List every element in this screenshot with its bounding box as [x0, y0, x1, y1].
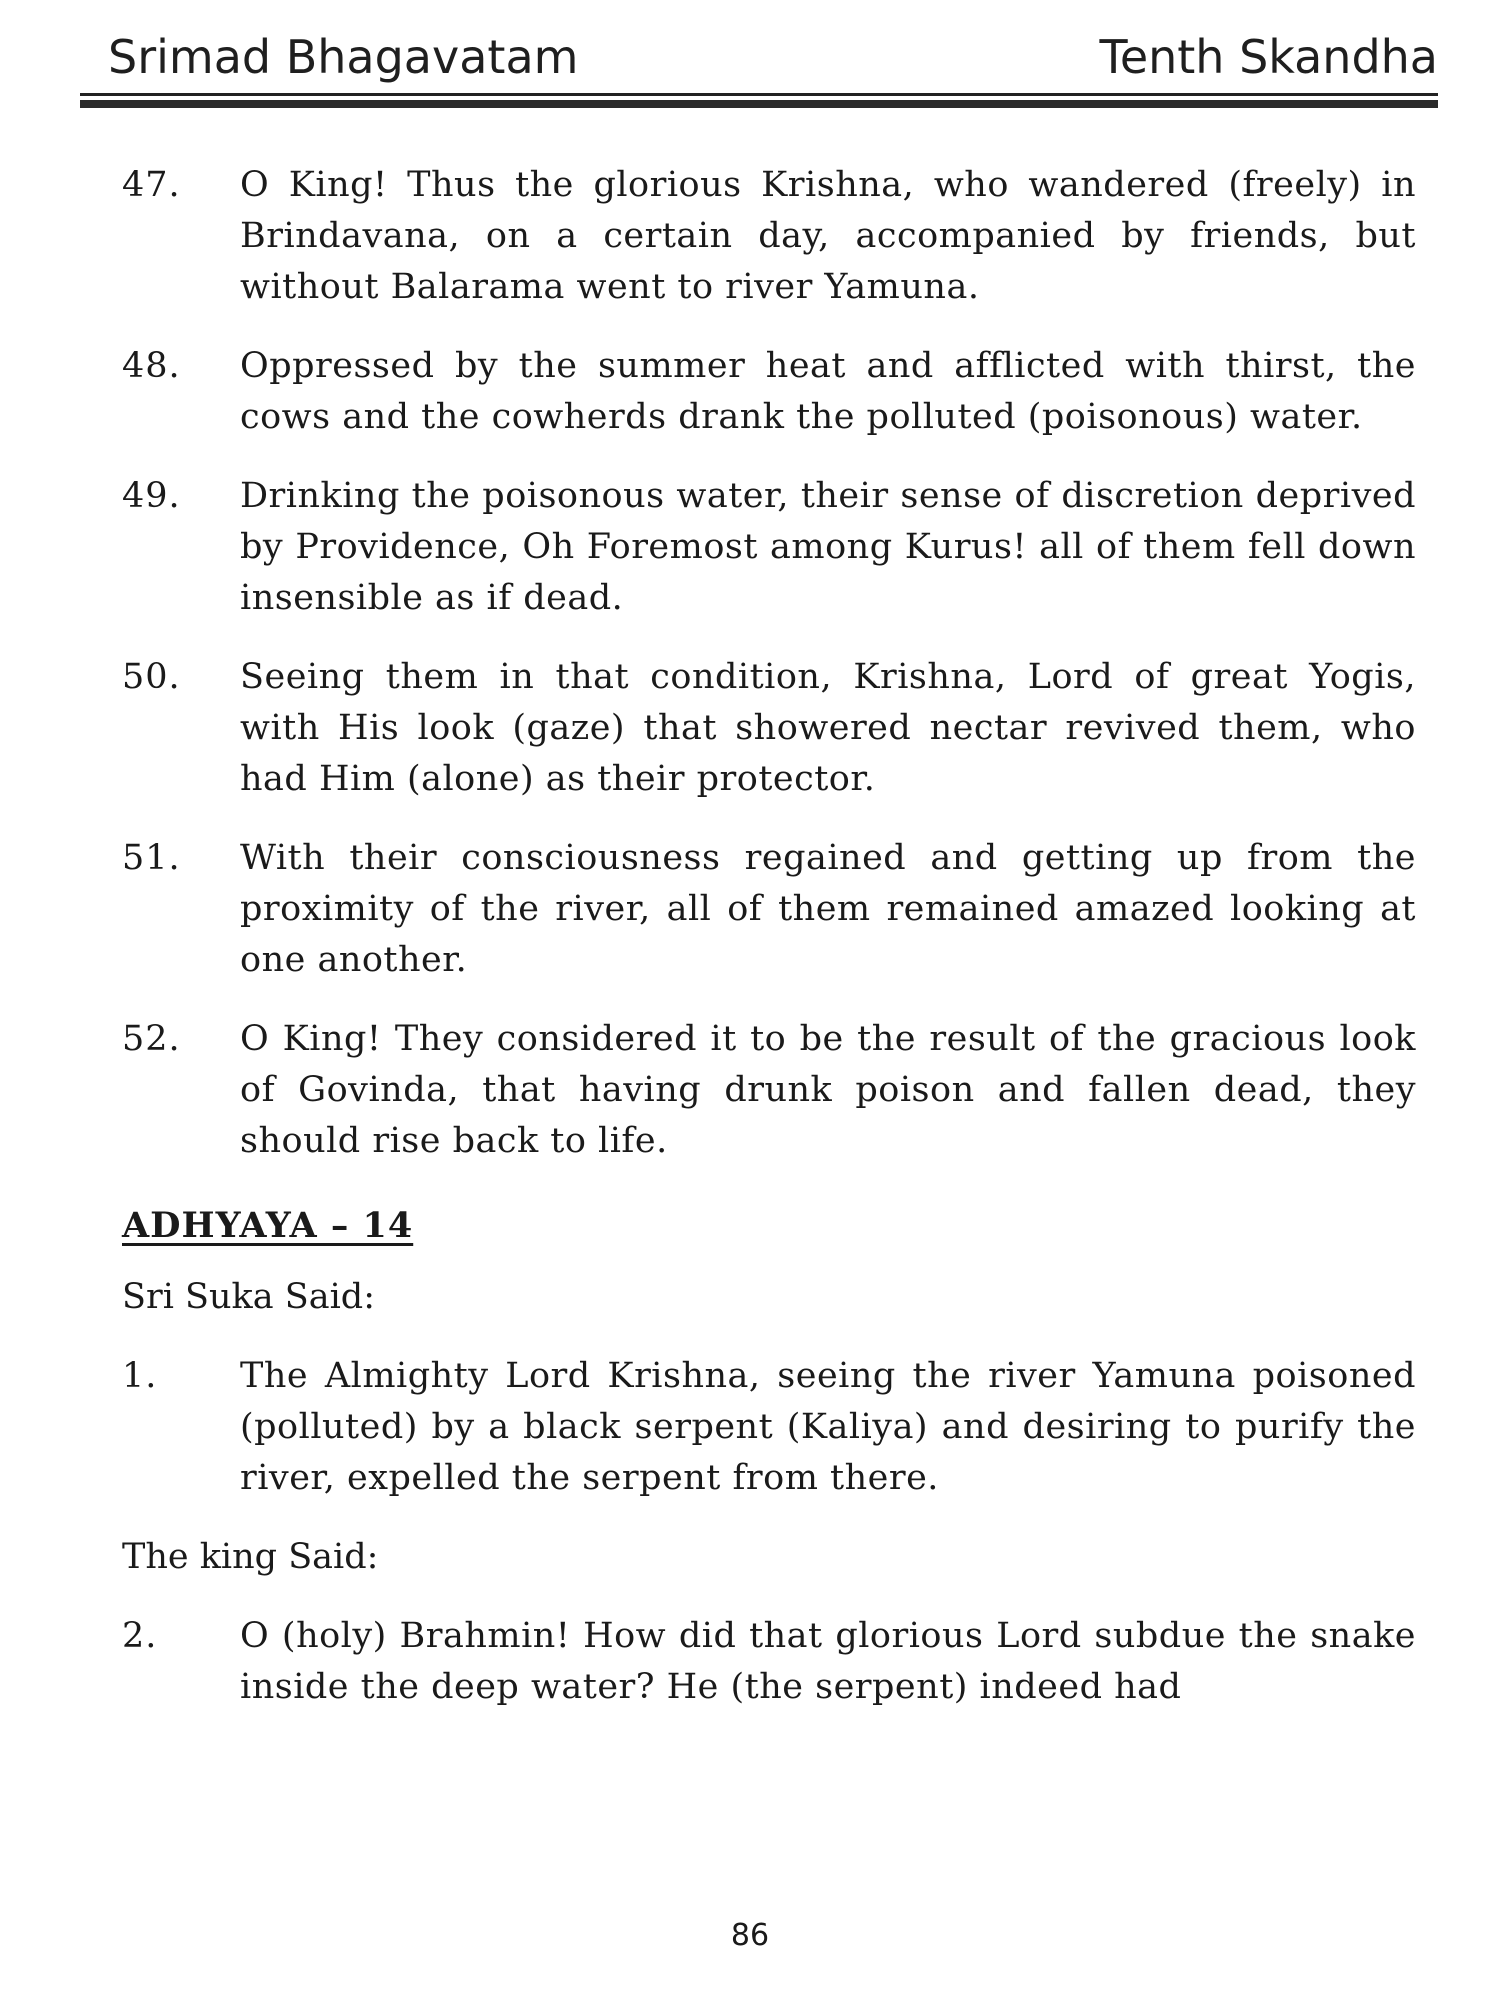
verse-52	[122, 1014, 1416, 1167]
verse-48	[122, 341, 1416, 443]
book-title: Srimad Bhagavatam	[108, 30, 579, 84]
verse-51	[122, 833, 1416, 986]
speaker-label: Sri Suka Said:	[122, 1277, 375, 1317]
verse-1	[122, 1351, 1416, 1504]
speaker-label: The king Said:	[122, 1537, 379, 1577]
verse-47	[122, 160, 1416, 313]
page-body	[122, 160, 1416, 1741]
header-rule-thin	[80, 93, 1438, 96]
verse-number: 2.	[122, 1616, 158, 1656]
verse-text: With their consciousness regained and getting up from the proximity of the river, all of them remained amazed looking at one another.	[240, 838, 1416, 980]
section-title: Tenth Skandha	[1099, 30, 1438, 84]
verse-number: 48.	[122, 346, 181, 386]
verse-50	[122, 652, 1416, 805]
verse-text: O King! They considered it to be the result of the gracious look of Govinda, that having drunk poison and fallen dead, they should rise back to life.	[240, 1019, 1416, 1161]
verse-number: 1.	[122, 1356, 158, 1396]
verse-number: 50.	[122, 657, 181, 697]
header-rule-thick	[80, 100, 1438, 108]
verse-text: O King! Thus the glorious Krishna, who wandered (freely) in Brindavana, on a certain day, accompanied by friends, but without Balarama went to river Yamuna.	[240, 165, 1416, 307]
verse-text: O (holy) Brahmin! How did that glorious Lord subdue the snake inside the deep water? He (the serpent) indeed had	[240, 1616, 1416, 1707]
page-number: 86	[730, 1918, 770, 1953]
verse-2	[122, 1611, 1416, 1713]
verse-text: Oppressed by the summer heat and afflicted with thirst, the cows and the cowherds drank the polluted (poisonous) water.	[240, 346, 1416, 437]
verse-text: Drinking the poisonous water, their sense of discretion deprived by Providence, Oh Foremost among Kurus! all of them fell down insensible as if dead.	[240, 476, 1416, 618]
verse-text: Seeing them in that condition, Krishna, Lord of great Yogis, with His look (gaze) that showered nectar revived them, who had Him (alone) as their protector.	[240, 657, 1416, 799]
verse-text: The Almighty Lord Krishna, seeing the river Yamuna poisoned (polluted) by a black serpent (Kaliya) and desiring to purify the river, expelled the serpent from there.	[240, 1356, 1416, 1498]
chapter-heading: ADHYAYA – 14	[122, 1205, 414, 1246]
verse-number: 47.	[122, 165, 181, 205]
verse-49	[122, 471, 1416, 624]
verse-number: 51.	[122, 838, 181, 878]
verse-number: 49.	[122, 476, 181, 516]
verse-number: 52.	[122, 1019, 181, 1059]
running-header	[108, 30, 1438, 84]
